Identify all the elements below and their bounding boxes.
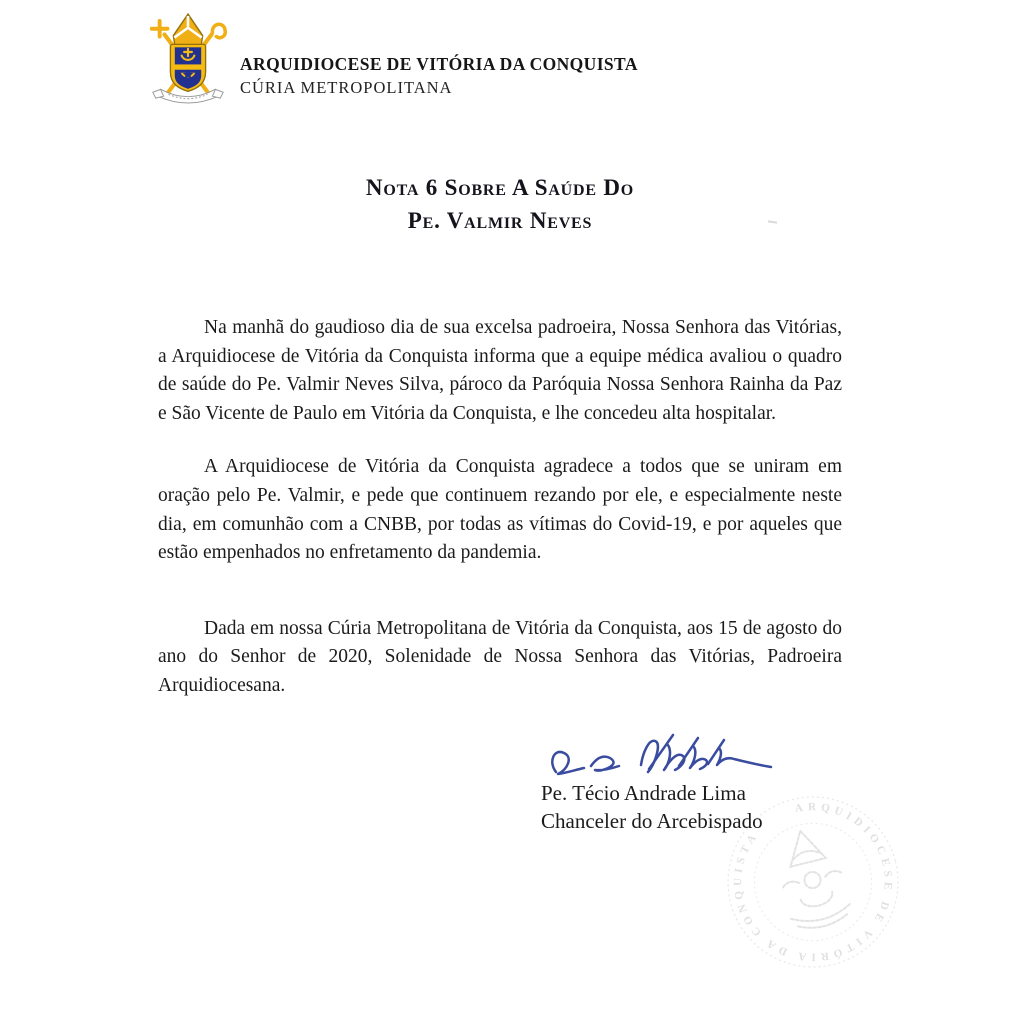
org-name: ARQUIDIOCESE DE VITÓRIA DA CONQUISTA bbox=[240, 54, 638, 74]
signature-block bbox=[541, 779, 763, 835]
document-title-line2: Pe. Valmir Neves bbox=[407, 208, 593, 233]
letter-body bbox=[158, 314, 842, 701]
letterhead bbox=[144, 12, 638, 110]
signatory-role: Chanceler do Arcebispado bbox=[541, 809, 763, 833]
paragraph-1: Na manhã do gaudioso dia de sua excelsa padroeira, Nossa Senhora das Vitórias, a Arquidiocese de Vitória da Conquista informa que a equipe médica avaliou o quadro de saúde do Pe. Valmir Neves Silva, pároco da Paróquia Nossa Senhora Rainha da Paz e São Vicente de Paulo em Vitória da Conquista, e lhe concedeu alta hospitalar. bbox=[158, 317, 842, 424]
paragraph-3: Dada em nossa Cúria Metropolitana de Vitória da Conquista, aos 15 de agosto do ano do Senhor de 2020, Solenidade de Nossa Senhora das Vitórias, Padroeira Arquidiocesana. bbox=[158, 617, 842, 696]
letterhead-text bbox=[240, 12, 638, 110]
signatory-name: Pe. Técio Andrade Lima bbox=[541, 781, 746, 805]
seal-center-sketch bbox=[771, 824, 854, 934]
org-unit: CÚRIA METROPOLITANA bbox=[240, 78, 453, 97]
paragraph-2: A Arquidiocese de Vitória da Conquista agradece a todos que se uniram em oração pelo Pe. Valmir, e pede que continuem rezando por ele, e especialmente neste dia, em comunhão com a CNBB, por todas as vítimas do Covid-19, e por aqueles que estão empenhados no enfretamento da pandemia. bbox=[158, 456, 842, 564]
archdiocese-coat-of-arms-icon bbox=[144, 12, 232, 110]
document-title bbox=[158, 171, 842, 237]
document-title-line1: Nota 6 Sobre A Saúde Do bbox=[365, 175, 635, 200]
seal-ring-text: ARQUIDIOCESE DE VITÓRIA DA CONQUISTA bbox=[731, 801, 894, 963]
